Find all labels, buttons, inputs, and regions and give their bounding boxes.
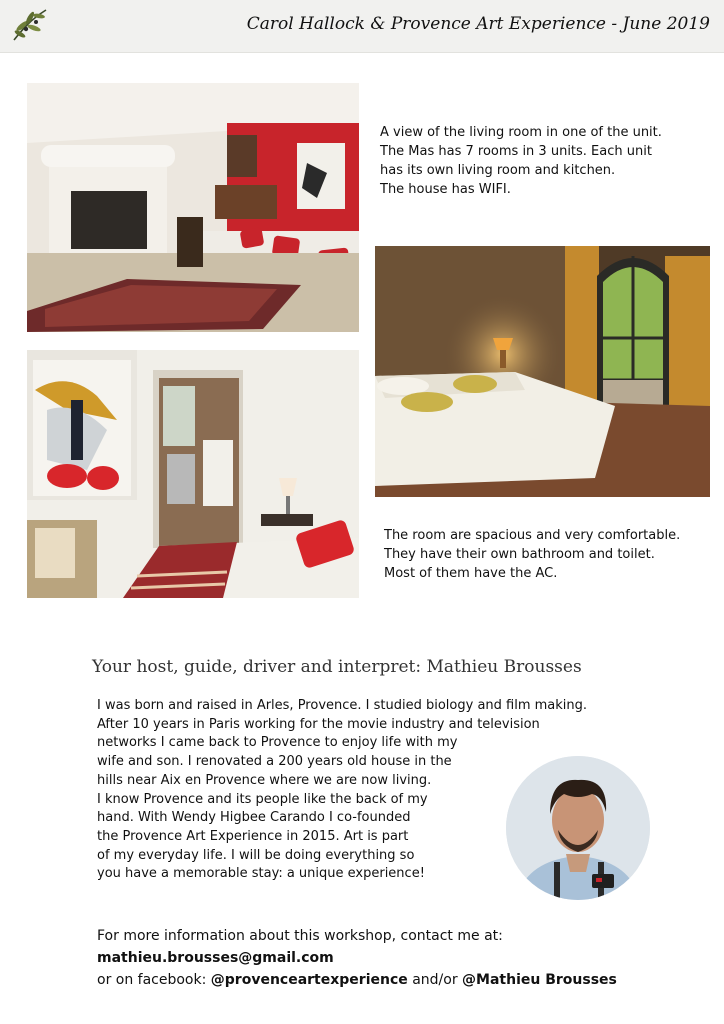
bedroom-art-photo: [27, 350, 359, 598]
bio-line: hills near Aix en Provence where we are now living.: [97, 772, 432, 788]
host-section-title: Your host, guide, driver and interpret: Mathieu Brousses: [92, 657, 582, 677]
host-avatar: [506, 756, 650, 900]
rooms-caption: [384, 526, 714, 583]
page-header: [0, 0, 724, 53]
bio-line: After 10 years in Paris working for the movie industry and television: [97, 716, 540, 732]
caption-line: has its own living room and kitchen.: [380, 163, 616, 178]
contact-email-link[interactable]: mathieu.brousses@gmail.com: [97, 950, 334, 966]
bio-line: networks I came back to Provence to enjoy life with my: [97, 735, 458, 751]
bio-line: I was born and raised in Arles, Provence. I studied biology and film making.: [97, 698, 588, 713]
and-or-text: and/or: [407, 972, 463, 988]
living-room-photo: [27, 83, 359, 332]
caption-line: A view of the living room in one of the unit.: [380, 125, 662, 140]
facebook-handle-link[interactable]: @provenceartexperience: [210, 972, 408, 988]
caption-line: The Mas has 7 rooms in 3 units. Each unit: [380, 144, 652, 159]
caption-line: The house has WIFI.: [380, 182, 511, 197]
bio-line: wife and son. I renovated a 200 years old house in the: [97, 754, 452, 770]
bio-line: hand. With Wendy Higbee Carando I co-founded: [97, 810, 411, 826]
bio-line: of my everyday life. I will be doing everything so: [97, 847, 415, 863]
caption-line: Most of them have the AC.: [384, 566, 558, 581]
caption-line: They have their own bathroom and toilet.: [384, 547, 655, 562]
second-handle-link[interactable]: @Mathieu Brousses: [462, 972, 617, 988]
living-room-caption: [380, 123, 710, 199]
bio-line: the Provence Art Experience in 2015. Art is part: [97, 828, 409, 844]
facebook-line: [97, 969, 717, 991]
bio-line: you have a memorable stay: a unique experience!: [97, 866, 425, 882]
contact-intro: For more information about this workshop, contact me at:: [97, 928, 503, 944]
contact-block: [97, 925, 717, 991]
bedroom-window-photo: [375, 246, 710, 497]
olive-branch-icon: [8, 4, 52, 46]
caption-line: The room are spacious and very comfortable.: [384, 528, 681, 543]
facebook-prefix: or on facebook:: [97, 972, 211, 988]
header-title: Carol Hallock & Provence Art Experience - June 2019: [246, 14, 710, 34]
bio-line: I know Provence and its people like the back of my: [97, 791, 428, 807]
